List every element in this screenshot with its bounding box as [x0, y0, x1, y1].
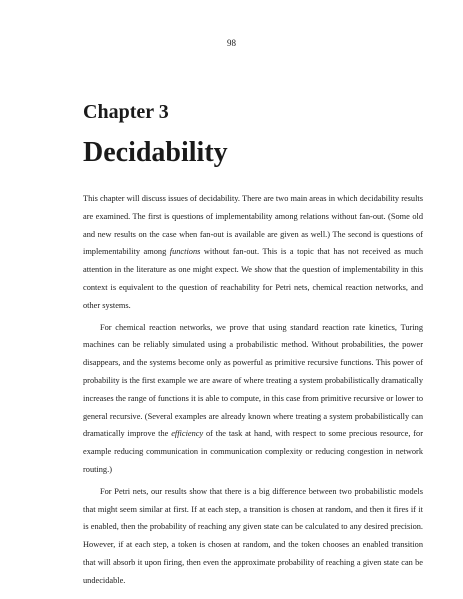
paragraph-2-emphasis-efficiency: efficiency	[171, 429, 204, 439]
paragraph-1-text-a: This chapter will discuss issues of decidability. There are two main areas in which decidability results are examined. The first is questions of implementability among relations without fan-out. (Some old and new results on the case when fan-out is available are given as well.) The second is questions of implementability among	[83, 194, 423, 257]
chapter-label: Chapter 3	[83, 101, 169, 123]
paragraph-3	[83, 483, 423, 590]
chapter-title: Decidability	[83, 137, 228, 168]
paragraph-1-emphasis-functions: functions	[169, 247, 201, 257]
body-text	[83, 190, 423, 594]
paragraph-2-text-b: of the task at hand, with respect to some precious resource, for example reducing communication in communication complexity or reducing congestion in network routing.)	[83, 429, 423, 474]
paragraph-3-text: For Petri nets, our results show that there is a big difference between two probabilistic models that might seem similar at first. If at each step, a transition is chosen at random, and then it fires if it is enabled, then the probability of reaching any given state can be calculated to any desired precision. However, if at each step, a token is chosen at random, and the token chooses an enabled transition that will absorb it upon firing, then even the approximate probability of reaching a given state can be undecidable.	[83, 486, 423, 585]
paragraph-1	[83, 190, 423, 315]
page-number: 98	[227, 38, 236, 48]
paragraph-2-text-a: For chemical reaction networks, we prove that using standard reaction rate kinetics, Turing machines can be reliably simulated using a probabilistic method. Without probabilities, the power disappears, and the systems become only as powerful as primitive recursive functions. This power of probability is the first example we are aware of where treating a system probabilistically dramatically increases the range of functions it is able to compute, in this case from primitive recursive or lower to general recursive. (Several examples are already known where treating a system probabilistically can dramatically improve the	[83, 322, 423, 439]
paragraph-1-text-b: without fan-out. This is a topic that has not received as much attention in the literature as one might expect. We show that the question of implementability in this context is equivalent to the question of reachability for Petri nets, chemical reaction networks, and other systems.	[83, 247, 423, 310]
paragraph-2	[83, 319, 423, 479]
